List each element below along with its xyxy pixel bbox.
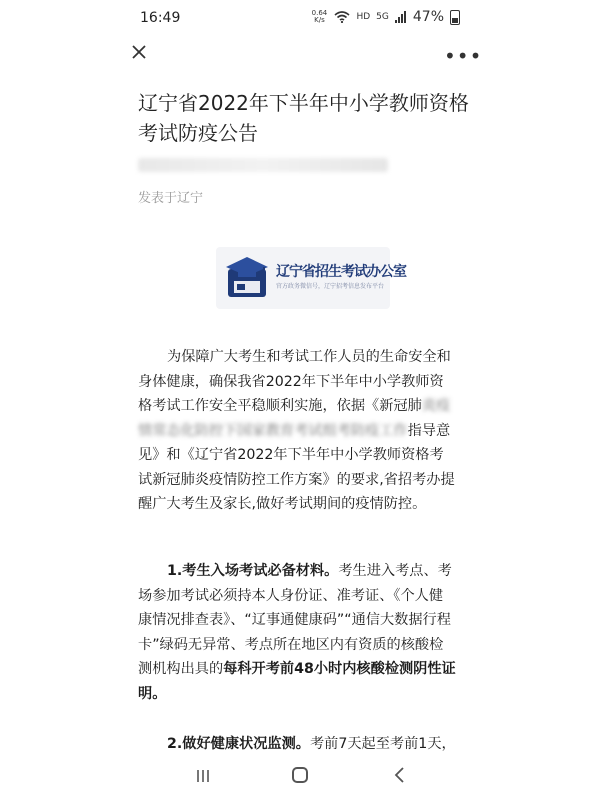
intro-text: 为保障广大考生和考试工作人员的生命安全和身体健康，确保我省2022年下半年中小学教师资格考试工作安全平稳顺利实施，依据《新冠肺 bbox=[138, 349, 451, 414]
home-icon[interactable] bbox=[292, 767, 308, 783]
close-icon[interactable] bbox=[128, 41, 150, 63]
net-speed bbox=[310, 10, 328, 24]
intro-text-cont: 指导意见》和《辽宁省2022年下半年中小学教师资格考试新冠肺炎疫情防控工作方案》的要求,省招考办提醒广大考生及家长,做好考试期间的疫情防控。 bbox=[138, 422, 455, 512]
hd-indicator: HD bbox=[356, 12, 371, 22]
signal-icon bbox=[395, 11, 407, 23]
health-text: 考前7天起至考前1天， bbox=[309, 736, 456, 752]
org-name: 辽宁省招生考试办公室 bbox=[276, 264, 406, 280]
network-type: 5G bbox=[376, 12, 389, 22]
blurred-meta bbox=[138, 158, 388, 172]
recent-apps-icon[interactable] bbox=[196, 770, 210, 782]
org-subtitle: 官方政务微信号，辽宁招考信息发布平台 bbox=[276, 283, 385, 290]
paragraph-materials bbox=[138, 559, 456, 706]
materials-emphasis: 每科开考前48小时内核酸检测阴性证明。 bbox=[138, 661, 456, 702]
status-indicators bbox=[310, 9, 460, 25]
status-time: 16:49 bbox=[140, 10, 181, 26]
section-heading-materials: 1.考生入场考试必备材料。 bbox=[167, 563, 339, 579]
back-icon[interactable] bbox=[393, 767, 407, 783]
published-location: 发表于辽宁 bbox=[138, 191, 204, 206]
blurred-text: 炎疫情常态化防控下国家教育考试组考防疫工作 bbox=[138, 398, 451, 439]
paragraph-intro bbox=[138, 345, 456, 517]
net-speed-value: 0.64 bbox=[311, 9, 328, 17]
status-bar bbox=[0, 0, 600, 38]
graduation-cap-icon bbox=[224, 255, 270, 299]
battery-percent: 47% bbox=[412, 9, 444, 25]
net-speed-unit: K/s bbox=[314, 16, 325, 24]
battery-icon bbox=[450, 10, 460, 25]
article-toolbar bbox=[0, 38, 600, 68]
more-icon[interactable]: ••• bbox=[444, 44, 483, 68]
wifi-icon bbox=[334, 11, 350, 23]
org-banner bbox=[216, 247, 406, 309]
materials-text: 考生进入考点、考场参加考试必须持本人身份证、准考证、《个人健康情况排查表》、“辽事通健康码”“通信大数据行程卡”绿码无异常、考点所在地区内有资质的核酸检测机构出具的 bbox=[138, 563, 452, 677]
section-heading-health: 2.做好健康状况监测。 bbox=[167, 736, 310, 752]
article-title: 辽宁省2022年下半年中小学教师资格考试防疫公告 bbox=[138, 91, 469, 145]
